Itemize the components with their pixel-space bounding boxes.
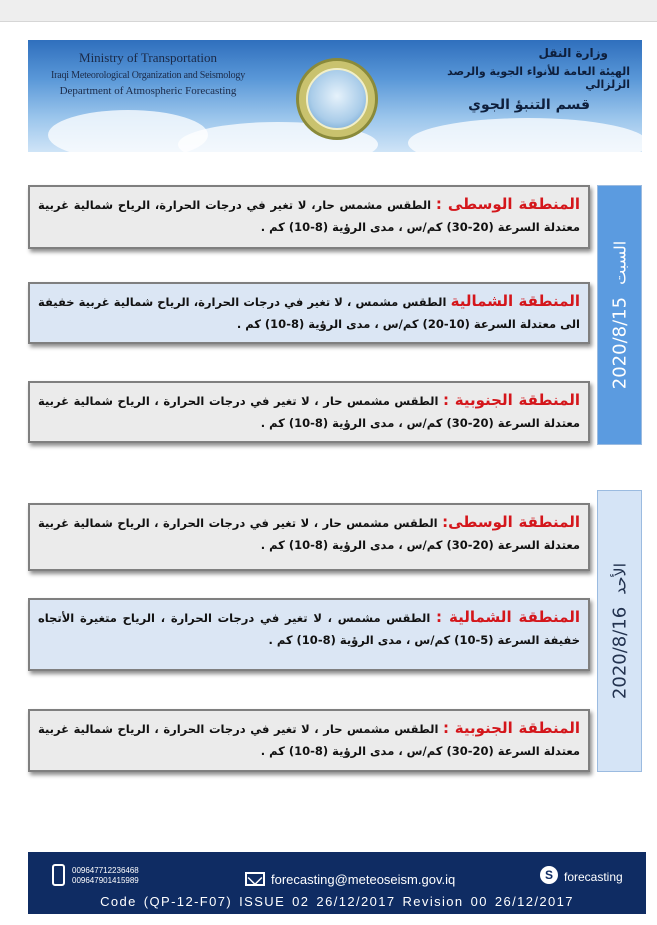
forecast-text: الطقس مشمس ، لا تغير في درجات الحرارة، الرياح شمالية غربية خفيفة الى معتدلة السرعة (10-20) كم/س ، مدى الرؤية (8-10) كم . [38,295,580,331]
top-toolbar-strip [0,0,657,22]
ministry-ar: وزارة النقل [538,46,608,60]
day-tab-2 [597,490,642,772]
ministry-en: Ministry of Transportation [79,50,217,65]
department-ar: قسم التنبؤ الجوي [468,97,590,113]
skype-handle[interactable]: forecasting [564,870,623,884]
phone-number: 009647901415989 [72,876,139,885]
region-name: المنطقة الشمالية [450,292,580,310]
region-name: المنطقة الجنوبية : [442,391,580,409]
forecast-text: الطقس مشمس حار ، لا تغير في درجات الحرارة ، الرياح شمالية غربية معتدلة السرعة (20-30) كم/س ، مدى الرؤية (8-10) كم . [38,722,580,758]
forecast-card [28,503,590,571]
forecast-text: الطقس مشمس حار ، لا تغير في درجات الحرارة ، الرياح شمالية غربية معتدلة السرعة (20-30) كم/س ، مدى الرؤية (8-10) كم . [38,516,580,552]
region-name: المنطقة الشمالية : [436,608,581,626]
day-2-name: الأحد [610,562,629,595]
skype-icon: S [540,866,558,884]
cloud-decoration [408,118,642,152]
header-arabic [400,46,630,113]
region-name: المنطقة الوسطى : [435,195,580,213]
forecast-card [28,709,590,772]
region-name: المنطقة الوسطى: [442,513,580,531]
org-emblem-icon [296,58,378,140]
document-code-line: Code (QP-12-F07) ISSUE 02 26/12/2017 Revision 00 26/12/2017 [100,894,574,909]
forecast-card [28,381,590,443]
forecast-text: الطقس مشمس حار ، لا تغير في درجات الحرارة ، الرياح شمالية غربية معتدلة السرعة (20-30) كم/س ، مدى الرؤية (8-10) كم . [38,394,580,430]
phone-number: 009647712236468 [72,866,139,875]
email-link[interactable]: forecasting@meteoseism.gov.iq [271,872,456,887]
forecast-card [28,282,590,344]
day-2-date: 2020/8/16 [609,606,630,700]
organization-ar: الهيئة العامة للأنواء الجوية والرصد الزلزالي [447,65,630,91]
mobile-phone-icon [52,864,65,886]
day-tab-1 [597,185,642,445]
region-name: المنطقة الجنوبية : [442,719,580,737]
emblem-center [306,68,368,130]
document-page [10,30,650,925]
day-1-name: السبت [610,240,629,285]
forecast-card [28,598,590,671]
forecast-text: الطقس مشمس حار، لا تغير في درجات الحرارة، الرياح شمالية غربية معتدلة السرعة (20-30) كم/س ، مدى الرؤية (8-10) كم . [38,198,580,234]
forecast-card [28,185,590,249]
forecast-text: الطقس مشمس ، لا تغير في درجات الحرارة ، الرياح متغيرة الأتجاه خفيفة السرعة (5-10) كم/س ، مدى الرؤية (8-10) كم . [38,611,580,647]
phone-numbers [72,866,139,886]
day-1-date: 2020/8/15 [609,296,630,390]
header-english [28,50,268,97]
department-en: Department of Atmospheric Forecasting [59,85,237,97]
footer-bar [28,852,646,914]
organization-en: Iraqi Meteorological Organization and Seismology [50,70,246,81]
envelope-icon [245,872,265,886]
header-banner [28,40,642,152]
